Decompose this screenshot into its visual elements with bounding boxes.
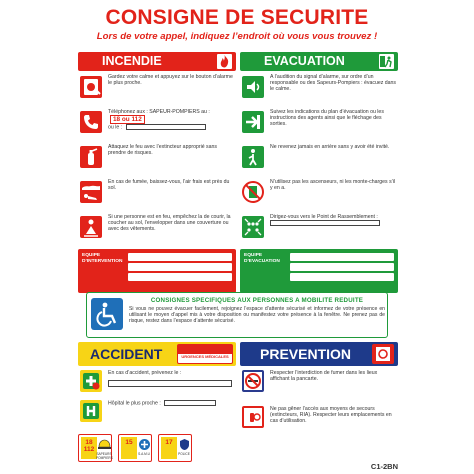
mobility-text: Si vous ne pouvez évacuer facilement, rejoignez l’espace d’attente sécurisé et informez de votre présence en utilisant le moyen d’appel mis à votre disposition ou manifestez votre présence à la fenêtre. Ne prenez pas de risque, restez dans l’espace d’attente sécurisé. — [129, 306, 385, 324]
list-item — [240, 179, 398, 212]
or-label: ou le : — [108, 124, 123, 131]
poster-subtitle: Lors de votre appel, indiquez l’endroit où vous vous trouvez ! — [96, 31, 378, 42]
evacuation-title: EVACUATION — [264, 54, 345, 68]
firefighters-card: 18 112 SAPEURS POMPIERS — [78, 434, 112, 462]
flame-icon — [217, 54, 232, 69]
team-name-field[interactable] — [128, 253, 232, 261]
list-item — [78, 368, 236, 396]
list-item — [78, 144, 236, 177]
evacuation-instruction: A l’audition du signal d’alarme, sur ordre d’un responsable ou des Sapeurs-Pompiers : évacuez dans le calme. — [270, 74, 397, 93]
prevention-instruction: Respecter l’interdiction de fumer dans les lieux affichant la pancarte. — [270, 370, 378, 383]
list-item — [78, 74, 236, 107]
wheelchair-icon — [91, 298, 123, 330]
incendie-instruction: En cas de fumée, baissez-vous, l’air frais est près du sol. — [108, 179, 230, 192]
assembly-point-field[interactable] — [270, 220, 380, 226]
police-card: 17 POLICE — [158, 434, 192, 462]
hospital-icon — [80, 400, 102, 422]
list-item — [78, 214, 236, 247]
emergency-exit-icon — [379, 54, 394, 69]
no-return-icon — [242, 146, 264, 168]
emergency-contacts — [78, 434, 236, 462]
police-icon — [178, 438, 191, 451]
evacuation-section — [240, 52, 398, 293]
team-name-field[interactable] — [290, 273, 394, 281]
firefighters-number: 18 112 — [83, 439, 95, 453]
evacuation-team-label: EQUIPE D’EVACUATION — [244, 253, 280, 264]
evacuation-instruction: Ne revenez jamais en arrière sans y avoir été invité. — [270, 144, 390, 150]
list-item — [240, 74, 398, 107]
prevention-header — [240, 342, 398, 366]
assembly-point-icon — [242, 216, 264, 238]
person-on-fire-icon — [80, 216, 102, 238]
prevention-section — [240, 342, 398, 444]
evacuation-team-box — [240, 249, 398, 293]
no-smoking-icon — [242, 370, 264, 392]
samu-card: 15 S.A.M.U — [118, 434, 152, 462]
intervention-team-box — [78, 249, 236, 293]
incendie-section — [78, 52, 236, 293]
list-item — [240, 144, 398, 177]
accident-instruction: Hôpital le plus proche : — [108, 400, 161, 407]
accident-title: ACCIDENT — [90, 346, 163, 362]
firefighter-helmet-icon — [98, 438, 111, 451]
intervention-team-label: EQUIPE D’INTERVENTION — [82, 253, 123, 264]
team-name-field[interactable] — [128, 273, 232, 281]
incendie-instruction: Attaquez le feu avec l’extincteur approprié sans prendre de risques. — [108, 144, 218, 157]
team-name-field[interactable] — [290, 253, 394, 261]
evacuation-instruction: N’utilisez pas les ascenseurs, ni les monte-charges s’il y en a. — [270, 179, 396, 192]
fire-hose-icon — [372, 344, 394, 364]
phone-icon — [80, 111, 102, 133]
alarm-sound-icon — [242, 76, 264, 98]
list-item — [240, 368, 398, 402]
poster-title: CONSIGNE DE SECURITE — [105, 6, 369, 29]
evacuation-instruction: Suivez les indications du plan d’évacuation ou les instructions des agents ainsi que le fléchage des sorties. — [270, 109, 384, 128]
accident-contact-field[interactable] — [108, 380, 232, 387]
accident-section — [78, 342, 236, 426]
phone-fill-field[interactable] — [126, 124, 206, 130]
incendie-instruction: Si une personne est en feu, empêchez la de courir, la coucher au sol, l’envelopper dans une couverture ou avec des vêtements. — [108, 214, 231, 233]
list-item — [240, 109, 398, 142]
list-item — [240, 404, 398, 444]
list-item — [78, 398, 236, 426]
medical-emergency-badge: URGENCES MÉDICALES — [177, 344, 233, 364]
prevention-title: PREVENTION — [260, 346, 352, 362]
exit-arrow-icon — [242, 111, 264, 133]
team-name-field[interactable] — [128, 263, 232, 271]
incendie-instruction: Téléphonez aux : SAPEUR-POMPIERS au : — [108, 109, 210, 115]
alarm-button-icon — [80, 76, 102, 98]
incendie-title: INCENDIE — [102, 54, 162, 68]
list-item — [78, 109, 236, 142]
reduced-mobility-box — [86, 292, 388, 338]
ambulance-icon — [138, 438, 151, 451]
emergency-number: 18 ou 112 — [110, 115, 145, 124]
accident-header — [78, 342, 236, 366]
list-item — [240, 214, 398, 247]
safety-poster — [72, 0, 402, 474]
incendie-instruction: Gardez votre calme et appuyez sur le bouton d’alarme le plus proche. — [108, 74, 233, 87]
evacuation-instruction: Dirigez-vous vers le Point de Rassemblement : — [270, 214, 378, 220]
team-name-field[interactable] — [290, 263, 394, 271]
smoke-crawl-icon — [80, 181, 102, 203]
first-aid-phone-icon — [80, 370, 102, 392]
accident-instruction: En cas d’accident, prévenez le : — [108, 370, 182, 376]
fire-equipment-icon — [242, 406, 264, 428]
mobility-title: CONSIGNES SPECIFIQUES AUX PERSONNES A MOBILITE REDUITE — [150, 297, 364, 304]
fire-extinguisher-icon — [80, 146, 102, 168]
list-item — [78, 179, 236, 212]
evacuation-header — [240, 52, 398, 71]
prevention-instruction: Ne pas gêner l’accès aux moyens de secours (extincteurs, RIA). Respecter leurs emplacements en cas d’utilisation. — [270, 406, 392, 425]
reference-code: C1-2BN — [370, 462, 398, 471]
incendie-header — [78, 52, 236, 71]
hospital-field[interactable] — [164, 400, 216, 406]
no-elevator-icon — [242, 181, 264, 203]
